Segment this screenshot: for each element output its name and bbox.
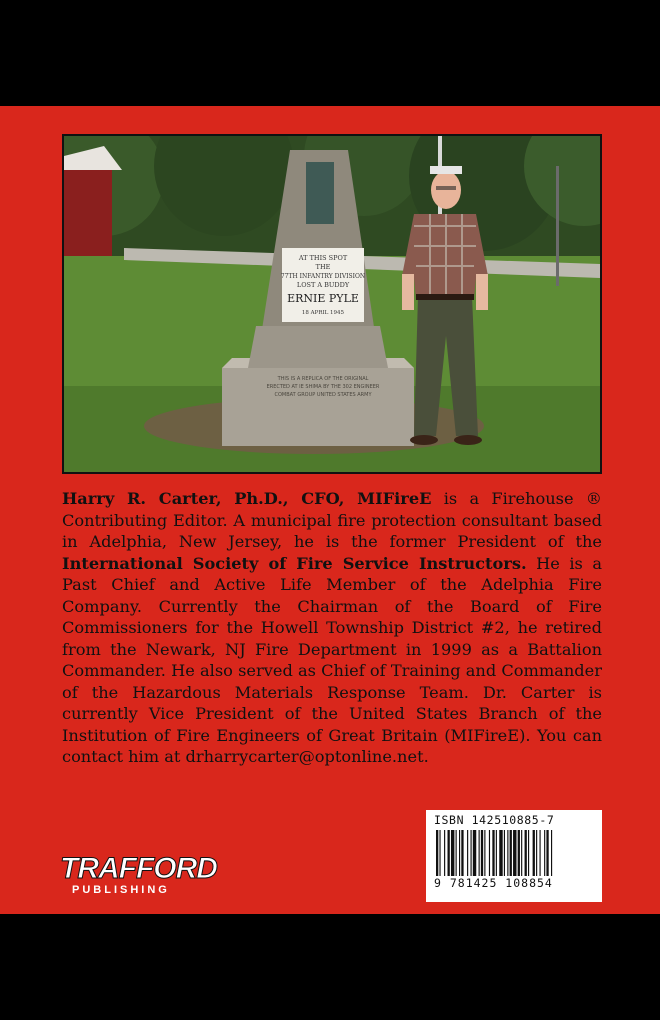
plaque-line: ERNIE PYLE [287, 292, 359, 305]
barcode-bar [467, 830, 468, 876]
barcode-bar [533, 830, 535, 876]
barcode-bar [540, 830, 541, 876]
barcode-bars [434, 830, 594, 876]
isbn-barcode [426, 810, 602, 902]
base-inscription-line: COMBAT GROUP UNITED STATES ARMY [274, 392, 372, 398]
photo-illustration [64, 136, 600, 472]
plaque-line: 77TH INFANTRY DIVISION [280, 273, 366, 280]
publisher-logo [60, 852, 217, 904]
barcode-bar [448, 830, 450, 876]
isbn-label: ISBN 142510885-7 [434, 813, 555, 827]
barcode-bar [473, 830, 476, 876]
barcode-bar [456, 830, 457, 876]
barcode-bar [544, 830, 545, 876]
barcode-bar [521, 830, 522, 876]
barcode-bar [510, 830, 512, 876]
barcode-bar [507, 830, 508, 876]
barcode-bar [461, 830, 463, 876]
bio-text: is a Firehouse ® Contributing Editor. A municipal fire protection consultant based in Adelphia, New Jersey, he is the former President of the [62, 489, 602, 551]
barcode-bar [436, 830, 438, 876]
author-bio [62, 488, 602, 768]
barcode-bar [536, 830, 537, 876]
bio-text: He is a Past Chief and Active Life Member of the Adelphia Fire Company. Currently the Chairman of the Board of Fire Commissioners for the Howell Township District #2, he retired from the Newark, NJ Fire Department in 1999 as a Battalion Commander. He also served as Chief of Training and Commander of the Hazardous Materials Response Team. Dr. Carter is currently Vice President of the United States Branch of the Institution of Fire Engineers of Great Britain (MIFireE). You can contact him at drharrycarter@optonline.net. [62, 553, 602, 766]
barcode-bar [528, 830, 529, 876]
barcode-bar [444, 830, 445, 876]
base-inscription-line: THIS IS A REPLICA OF THE ORIGINAL [277, 376, 369, 382]
publisher-subtitle: PUBLISHING [72, 884, 170, 896]
plaque-line: LOST A BUDDY [296, 281, 350, 289]
ean-number: 9 781425 108854 [434, 876, 553, 890]
barcode-bar [489, 830, 490, 876]
plaque-line: 18 APRIL 1945 [301, 310, 345, 316]
organization-name: International Society of Fire Service Instructors. [62, 553, 527, 573]
barcode-bar [496, 830, 497, 876]
barcode-bar [504, 830, 505, 876]
barcode-bar [551, 830, 552, 876]
plaque-line: THE [315, 263, 331, 271]
barcode-bar [484, 830, 485, 876]
barcode-bar [451, 830, 454, 876]
barcode-bar [439, 830, 440, 876]
publisher-name: TRAFFORD [60, 852, 217, 885]
barcode-bar [525, 830, 527, 876]
barcode-bar [459, 830, 460, 876]
author-photo [62, 134, 602, 474]
author-name: Harry R. Carter, Ph.D., CFO, MIFireE [62, 489, 432, 508]
barcode-bar [481, 830, 483, 876]
barcode-bar [518, 830, 520, 876]
barcode-bar [492, 830, 494, 876]
back-cover [0, 106, 660, 914]
plaque-line: AT THIS SPOT [298, 254, 348, 262]
barcode-bar [546, 830, 548, 876]
barcode-bar [471, 830, 472, 876]
base-inscription-line: ERECTED AT IE SHIMA BY THE 302 ENGINEER [266, 384, 380, 390]
barcode-bar [513, 830, 516, 876]
barcode-bar [499, 830, 502, 876]
barcode-bar [479, 830, 480, 876]
